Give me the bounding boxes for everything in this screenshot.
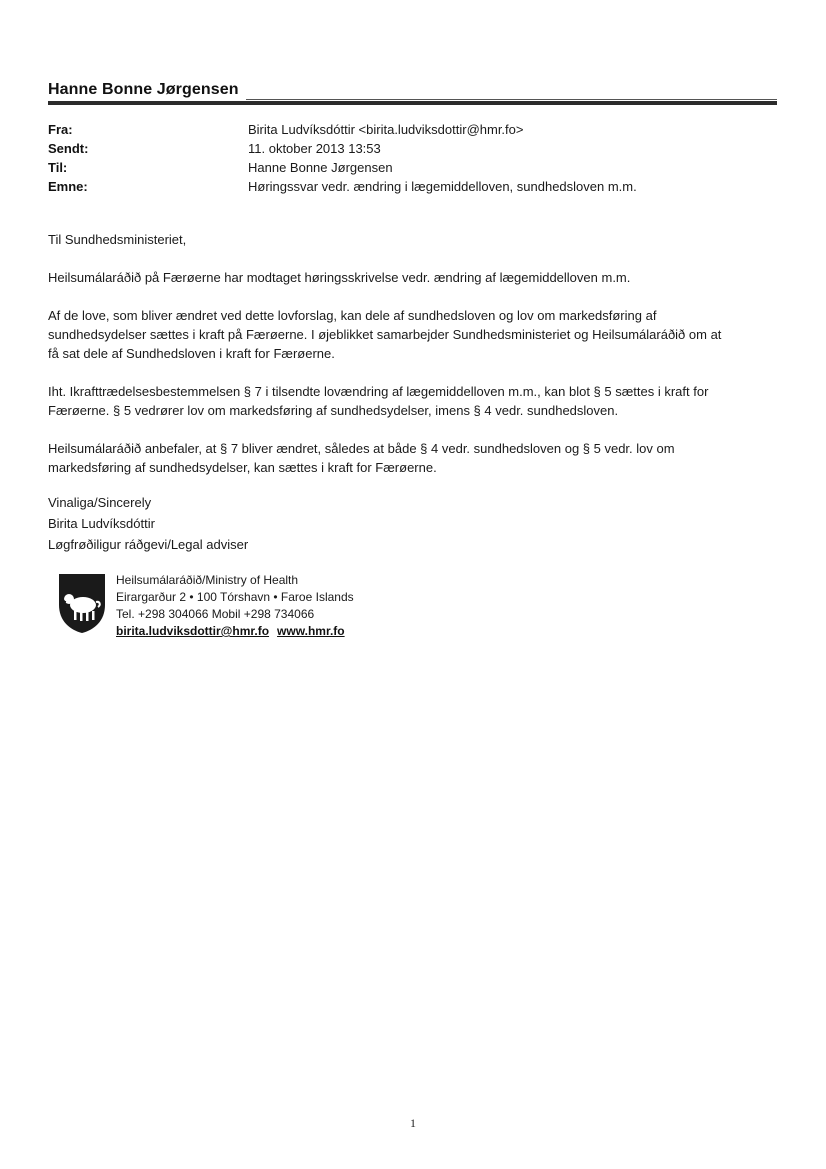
paragraph-1 — [48, 268, 788, 287]
greeting-text: Til Sundhedsministeriet, — [48, 232, 187, 247]
title-rule — [48, 101, 777, 105]
greeting — [48, 230, 788, 249]
closing: Vinaliga/Sincerely — [48, 495, 152, 510]
page-title: Hanne Bonne Jørgensen — [48, 81, 239, 98]
header-label: Til: — [48, 160, 68, 175]
paragraph-line: sundhedsydelser sættes i kraft på Færøerne. I øjeblikket samarbejder Sundhedsministeriet og Heilsumálaráðið om at — [48, 327, 722, 342]
signature — [48, 492, 248, 555]
signer-name: Birita Ludvíksdóttir — [48, 516, 155, 531]
paragraph-line: Iht. Ikrafttrædelsesbestemmelsen § 7 i tilsendte lovændring af lægemiddelloven m.m., kan blot § 5 sættes i kraft for — [48, 384, 709, 399]
contact-links — [116, 623, 354, 640]
header-label: Sendt: — [48, 141, 89, 156]
email-header — [48, 120, 637, 196]
website-link[interactable]: www.hmr.fo — [277, 624, 345, 638]
contact-details — [116, 571, 354, 640]
contact-address: Eirargarður 2 • 100 Tórshavn • Faroe Islands — [116, 590, 354, 604]
paragraph-2 — [48, 306, 788, 363]
paragraph-line: Færøerne. § 5 vedrører lov om markedsføring af sundhedsydelser, imens § 4 vedr. sundhedsloven. — [48, 403, 619, 418]
header-value: Birita Ludvíksdóttir <birita.ludviksdottir@hmr.fo> — [248, 122, 524, 137]
email-link[interactable]: birita.ludviksdottir@hmr.fo — [116, 624, 270, 638]
header-value: Hanne Bonne Jørgensen — [248, 160, 393, 175]
contact-org: Heilsumálaráðið/Ministry of Health — [116, 573, 299, 587]
paragraph-line: markedsføring af sundhedsydelser, kan sættes i kraft for Færøerne. — [48, 460, 437, 475]
paragraph-line: Af de love, som bliver ændret ved dette lovforslag, kan dele af sundhedsloven og lov om markedsføring af — [48, 308, 657, 323]
paragraph-3 — [48, 382, 788, 420]
contact-block — [56, 571, 354, 640]
header-row-subject — [48, 177, 637, 196]
page-number: 1 — [410, 1116, 416, 1130]
header-value: 11. oktober 2013 13:53 — [248, 141, 381, 156]
header-row-from — [48, 120, 637, 139]
paragraph-line: Heilsumálaráðið på Færøerne har modtaget høringsskrivelse vedr. ændring af lægemiddelloven m.m. — [48, 270, 631, 285]
header-row-to — [48, 158, 637, 177]
signer-role: Løgfrøðiligur ráðgevi/Legal adviser — [48, 537, 249, 552]
contact-phone: Tel. +298 304066 Mobil +298 734066 — [116, 607, 315, 621]
coat-of-arms-icon — [56, 571, 108, 635]
header-value: Høringssvar vedr. ændring i lægemiddelloven, sundhedsloven m.m. — [248, 179, 637, 194]
header-label: Emne: — [48, 179, 88, 194]
header-row-sent — [48, 139, 637, 158]
title-rule-thin — [246, 99, 777, 100]
paragraph-line: Heilsumálaráðið anbefaler, at § 7 bliver ændret, således at både § 4 vedr. sundhedsloven og § 5 vedr. lov om — [48, 441, 675, 456]
header-label: Fra: — [48, 122, 73, 137]
paragraph-line: få sat dele af Sundhedsloven i kraft for Færøerne. — [48, 346, 335, 361]
paragraph-4 — [48, 439, 788, 477]
